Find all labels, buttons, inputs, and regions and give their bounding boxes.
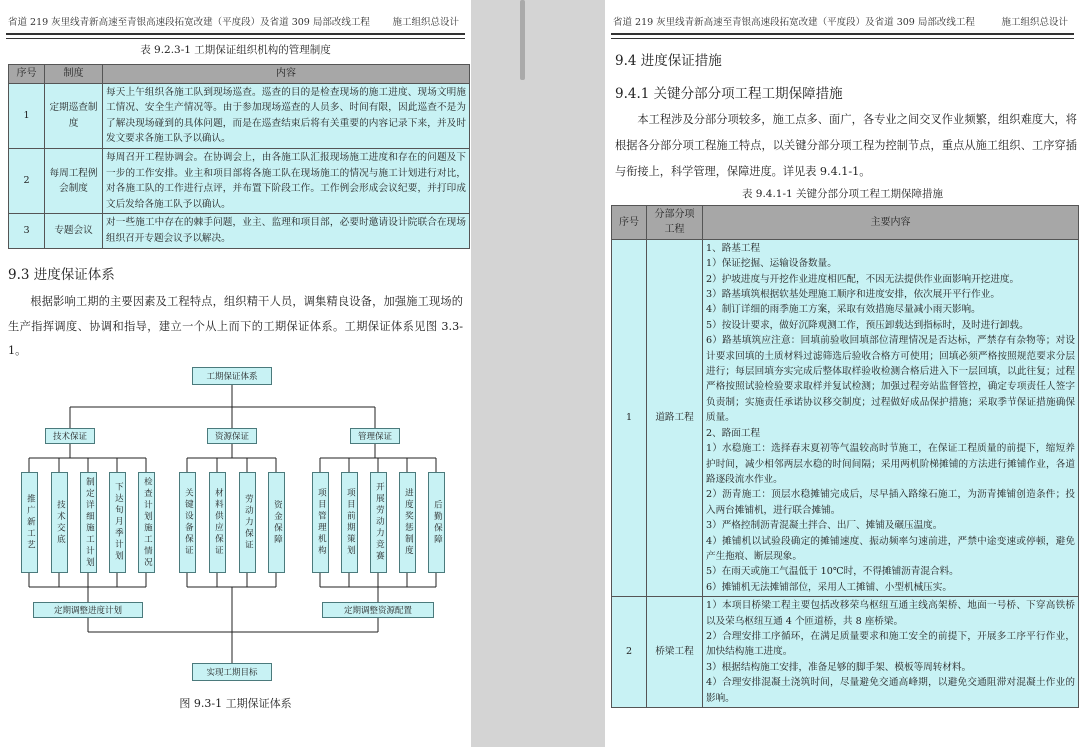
page-header bbox=[8, 14, 459, 28]
header-right-title: 施工组织总设计 bbox=[1001, 17, 1068, 28]
content-line: 3）严格控制沥青混凝土拌合、出厂、摊铺及碾压温度。 bbox=[706, 520, 943, 532]
diagram-leaf: 制定详细施工计划 bbox=[80, 472, 97, 573]
header-left-title: 省道 219 灰里线青新高速至青银高速段拓宽改建（平度段）及省道 309 局部改线工程 bbox=[613, 17, 975, 28]
row-name: 道路工程 bbox=[647, 239, 703, 596]
diagram-leaf: 项目管理机构 bbox=[312, 472, 329, 573]
section-title: 9.3 进度保证体系 bbox=[8, 267, 115, 283]
content-line: 1）本项目桥梁工程主要包括改移荣乌枢纽互通主线高架桥、地面一号桥、下穿高铁桥以及荣乌枢纽互通 4 个匝道桥，共 8 座桥梁。 bbox=[706, 600, 1075, 627]
diagram-leaf: 后勤保障 bbox=[428, 472, 445, 573]
content-line: 1）保证挖掘、运输设备数量。 bbox=[706, 258, 837, 270]
diagram-group-tech: 技术保证 bbox=[45, 428, 95, 444]
header-right-title: 施工组织总设计 bbox=[392, 17, 459, 28]
page-header bbox=[613, 14, 1068, 28]
row-content: 对一些施工中存在的棘手问题，业主、监理和项目部，必要时邀请设计院联合在现场组织召开专题会议予以解决。 bbox=[103, 214, 470, 248]
row-name: 专题会议 bbox=[45, 214, 103, 248]
row-no: 1 bbox=[612, 239, 647, 596]
diagram-leaf: 检查计划施工情况 bbox=[138, 472, 155, 573]
table-header-cell: 序号 bbox=[612, 206, 647, 240]
diagram-leaf: 劳动力保证 bbox=[239, 472, 256, 573]
table-header-cell: 分部分项工程 bbox=[647, 206, 703, 240]
content-line: 5）按设计要求，做好沉降观测工作，预压卸载达到指标时，及时进行卸载。 bbox=[706, 319, 1029, 331]
diagram-leaf: 项目前期策划 bbox=[341, 472, 358, 573]
table-header-cell: 序号 bbox=[9, 65, 45, 84]
table-header-cell: 内容 bbox=[103, 65, 470, 84]
table-header-row bbox=[612, 206, 1079, 240]
diagram-leaf: 开展劳动力竞赛 bbox=[370, 472, 387, 573]
scrollbar-thumb[interactable] bbox=[520, 0, 525, 80]
content-line: 2、路面工程 bbox=[706, 427, 761, 439]
content-line: 3）根据结构施工安排，准备足够的脚手架、模板等周转材料。 bbox=[706, 661, 972, 673]
diagram-root: 工期保证体系 bbox=[192, 367, 272, 385]
row-name: 定期巡查制度 bbox=[45, 83, 103, 148]
content-line: 2）护坡进度与开挖作业进度相匹配，不因无法提供作业面影响开挖进度。 bbox=[706, 273, 1020, 285]
row-content bbox=[703, 239, 1079, 596]
diagram-group-management: 管理保证 bbox=[350, 428, 400, 444]
diagram-goal: 实现工期目标 bbox=[192, 663, 272, 681]
table-row bbox=[9, 148, 470, 213]
diagram-leaf: 关键设备保证 bbox=[179, 472, 196, 573]
content-line: 1）水稳施工：选择春末夏初等气温较高时节施工，在保证工程质量的前提下，缩短养护时间，减少相邻两层水稳的时间间隔；采用两机阶梯摊铺的方法进行摊铺作业，各道路逐段流水作业。 bbox=[706, 443, 1075, 485]
row-no: 2 bbox=[612, 597, 647, 708]
header-rule bbox=[611, 33, 1074, 39]
left-page bbox=[0, 0, 471, 747]
content-line: 1、路基工程 bbox=[706, 242, 761, 254]
diagram-group-resource: 资源保证 bbox=[207, 428, 257, 444]
subsection-title: 9.4.1 关键分部分项工程工期保障措施 bbox=[615, 86, 843, 102]
diagram-bottom-left: 定期调整进度计划 bbox=[33, 602, 143, 618]
table-row bbox=[612, 597, 1079, 708]
content-line: 6）摊铺机无法摊铺部位，采用人工摊铺、小型机械压实。 bbox=[706, 581, 952, 593]
content-line: 5）在雨天或施工气温低于 10℃时，不得摊铺沥青混合料。 bbox=[706, 566, 959, 578]
figure-caption: 图 9.3-1 工期保证体系 bbox=[179, 697, 292, 710]
diagram-leaf: 技术交底 bbox=[51, 472, 68, 573]
content-line: 2）沥青施工：顶层水稳摊铺完成后，尽早插入路缘石施工，为沥青摊铺创造条件；投入两台摊铺机，进行联合摊铺。 bbox=[706, 489, 1075, 516]
row-content: 每天上午组织各施工队到现场巡查。巡查的目的是检查现场的施工进度、现场文明施工情况、安全生产情况等。由于参加现场巡查的人员多、时间有限，因此巡查不是为了解决现场碰到的具体问题，而是在巡查结束后将有关重要的内容记录下来，并及时发文要求各施工队予以确认。 bbox=[103, 83, 470, 148]
header-rule bbox=[6, 33, 465, 39]
row-no: 2 bbox=[9, 148, 45, 213]
content-line: 4）制订详细的雨季施工方案，采取有效措施尽量减小雨天影响。 bbox=[706, 304, 981, 316]
management-table bbox=[8, 64, 470, 249]
row-content: 每周召开工程协调会。在协调会上，由各施工队汇报现场施工进度和存在的问题及下一步的工作安排。业主和项目部将各施工队在现场施工的情况与施工计划进行对比，对各施工队的工作进行点评，并布置下阶段工作。工作例会形成会议纪要，并打印成文后发给各施工队予以确认。 bbox=[103, 148, 470, 213]
section-paragraph: 根据影响工期的主要因素及工程特点，组织精干人员，调集精良设备，加强施工现场的生产指挥调度、协调和指导，建立一个从上而下的工期保证体系。工期保证体系见图 3.3-1。 bbox=[8, 295, 463, 357]
table-header-cell: 主要内容 bbox=[703, 206, 1079, 240]
table-caption: 表 9.2.3-1 工期保证组织机构的管理制度 bbox=[140, 44, 331, 56]
diagram-bottom-right: 定期调整资源配置 bbox=[322, 602, 434, 618]
table-header-row bbox=[9, 65, 470, 84]
table-caption: 表 9.4.1-1 关键分部分项工程工期保障措施 bbox=[741, 188, 944, 200]
row-name: 桥梁工程 bbox=[647, 597, 703, 708]
table-header-cell: 制度 bbox=[45, 65, 103, 84]
row-no: 3 bbox=[9, 214, 45, 248]
content-line: 2）合理安排工序循环，在满足质量要求和施工安全的前提下，开展多工序平行作业，加快结构施工进度。 bbox=[706, 630, 1075, 658]
diagram-leaf: 进度奖惩制度 bbox=[399, 472, 416, 573]
content-line: 6）路基填筑应注意：回填前验收回填部位清理情况是否达标，严禁存有杂物等；对设计要求回填的土质材料过滤筛选后验收合格方可使用；回填必须严格按照规范要求分层进行；每层回填夯实完成后整体取样验收检测合格后进入下一层回填，以此往复；过程严格按照试验检验要求取样并复试检测；加强过程旁站监督管控，确定专项责任人签字负责制；实施责任承诺协议移交制度；过程做好成品保护措施；采取季节保证措施确保质量。 bbox=[706, 335, 1075, 424]
content-line: 4）摊铺机以试验段确定的摊铺速度、振动频率匀速前进，严禁中途变速或停顿，避免产生拖痕、断层现象。 bbox=[706, 535, 1075, 562]
section-title: 9.4 进度保证措施 bbox=[615, 53, 722, 69]
diagram-leaf: 推广新工艺 bbox=[21, 472, 38, 573]
section-paragraph: 本工程涉及分部分项较多，施工点多、面广，各专业之间交叉作业频繁，组织难度大，将根据各分部分项工程施工特点，以关键分部分项工程为控制节点，重点从施工组织、工序穿插与衔接上，科学管理，保障进度。详见表 9.4.1-1。 bbox=[615, 113, 1077, 178]
header-left-title: 省道 219 灰里线青新高速至青银高速段拓宽改建（平度段）及省道 309 局部改线工程 bbox=[8, 17, 370, 28]
content-line: 4）合理安排混凝土浇筑时间，尽量避免交通高峰期，以避免交通阻滞对混凝土作业的影响。 bbox=[706, 677, 1075, 704]
measures-table bbox=[611, 205, 1079, 708]
row-content bbox=[703, 597, 1079, 708]
table-row bbox=[9, 214, 470, 248]
right-page bbox=[605, 0, 1080, 747]
content-line: 3）路基填筑根据软基处理施工顺序和进度安排，依次展开平行作业。 bbox=[706, 289, 1000, 301]
table-row bbox=[612, 239, 1079, 596]
row-no: 1 bbox=[9, 83, 45, 148]
diagram-leaf: 下达旬月季计划 bbox=[109, 472, 126, 573]
table-row bbox=[9, 83, 470, 148]
diagram-leaf: 材料供应保证 bbox=[209, 472, 226, 573]
row-name: 每周工程例会制度 bbox=[45, 148, 103, 213]
diagram-leaf: 资金保障 bbox=[268, 472, 285, 573]
